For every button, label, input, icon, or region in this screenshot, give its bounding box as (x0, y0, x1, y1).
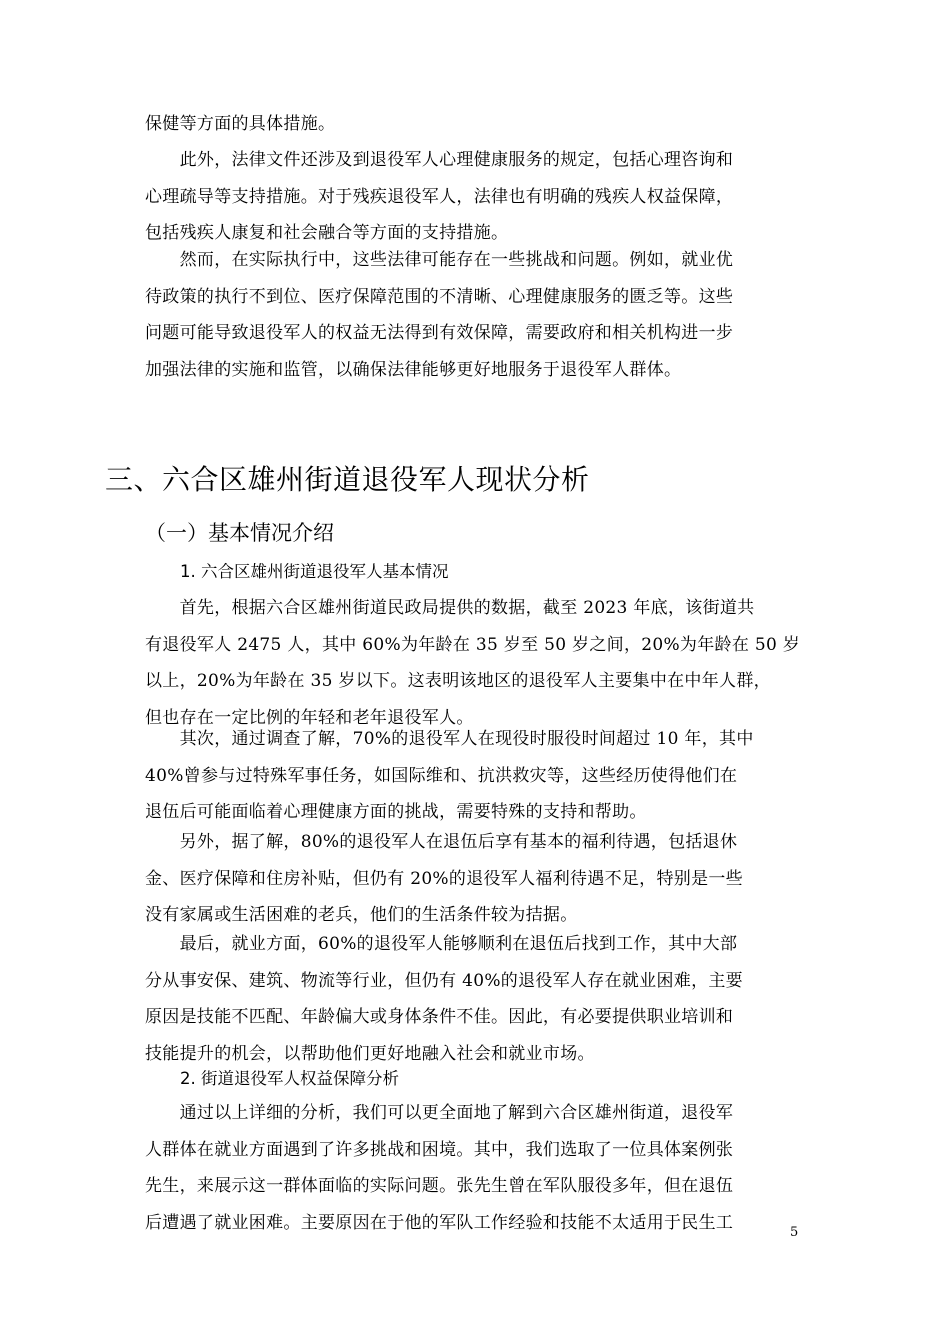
paragraph (145, 721, 805, 831)
paragraph (145, 824, 805, 934)
paragraph (145, 590, 805, 736)
page-number: 5 (790, 1225, 799, 1240)
text-line: 通过以上详细的分析，我们可以更全面地了解到六合区雄州街道，退役军 (145, 1103, 734, 1123)
text-line: 此外，法律文件还涉及到退役军人心理健康服务的规定，包括心理咨询和 (145, 150, 734, 170)
paragraph (145, 242, 805, 388)
text-line: 没有家属或生活困难的老兵，他们的生活条件较为拮据。 (145, 905, 578, 925)
paragraph (145, 142, 805, 252)
paragraph (145, 926, 805, 1072)
text-line: 金、医疗保障和住房补贴，但仍有 20%的退役军人福利待遇不足，特别是一些 (145, 868, 743, 889)
text-line: 技能提升的机会，以帮助他们更好地融入社会和就业市场。 (145, 1043, 595, 1064)
text-line: 最后，就业方面，60%的退役军人能够顺利在退伍后找到工作，其中大部 (145, 934, 738, 954)
text-line: 原因是技能不匹配、年龄偏大或身体条件不佳。因此，有必要提供职业培训和 (145, 1007, 734, 1027)
text-line: 加强法律的实施和监管，以确保法律能够更好地服务于退役军人群体。 (145, 359, 682, 380)
text-line: 有退役军人 2475 人，其中 60%为年龄在 35 岁至 50 岁之间，20%为年龄在 50 岁 (145, 634, 801, 655)
text-line: 保健等方面的具体措施。 (145, 114, 336, 134)
paragraph (145, 106, 805, 143)
text-line: 先生，来展示这一群体面临的实际问题。张先生曾在军队服役多年，但在退伍 (145, 1176, 734, 1196)
text-line: 40%曾参与过特殊军事任务，如国际维和、抗洪救灾等，这些经历使得他们在 (145, 765, 738, 786)
text-line: 其次，通过调查了解，70%的退役军人在现役时服役时间超过 10 年，其中 (145, 729, 754, 749)
text-line: 分从事安保、建筑、物流等行业，但仍有 40%的退役军人存在就业困难，主要 (145, 970, 743, 991)
text-line: 问题可能导致退役军人的权益无法得到有效保障，需要政府和相关机构进一步 (145, 323, 734, 343)
text-line: 另外，据了解，80%的退役军人在退伍后享有基本的福利待遇，包括退休 (145, 832, 738, 852)
paragraph (145, 1095, 805, 1241)
text-line: 退伍后可能面临着心理健康方面的挑战，需要特殊的支持和帮助。 (145, 802, 647, 822)
text-line: 包括残疾人康复和社会融合等方面的支持措施。 (145, 223, 509, 243)
sub-heading-1: 1. 六合区雄州街道退役军人基本情况 (180, 562, 449, 581)
text-line: 以上，20%为年龄在 35 岁以下。这表明该地区的退役军人主要集中在中年人群， (145, 671, 771, 691)
text-line: 但也存在一定比例的年轻和老年退役军人。 (145, 707, 474, 728)
text-line: 待政策的执行不到位、医疗保障范围的不清晰、心理健康服务的匮乏等。这些 (145, 286, 734, 307)
text-line: 首先，根据六合区雄州街道民政局提供的数据，截至 2023 年底，该街道共 (145, 598, 755, 618)
section-heading: 三、六合区雄州街道退役军人现状分析 (105, 463, 590, 496)
text-line: 后遭遇了就业困难。主要原因在于他的军队工作经验和技能不太适用于民生工 (145, 1212, 734, 1233)
text-line: 人群体在就业方面遇到了许多挑战和困境。其中，我们选取了一位具体案例张 (145, 1139, 734, 1160)
subsection-heading: （一）基本情况介绍 (145, 521, 334, 545)
text-line: 心理疏导等支持措施。对于残疾退役军人，法律也有明确的残疾人权益保障， (145, 186, 734, 207)
text-line: 然而，在实际执行中，这些法律可能存在一些挑战和问题。例如，就业优 (145, 250, 734, 270)
sub-heading-2: 2. 街道退役军人权益保障分析 (180, 1069, 399, 1088)
